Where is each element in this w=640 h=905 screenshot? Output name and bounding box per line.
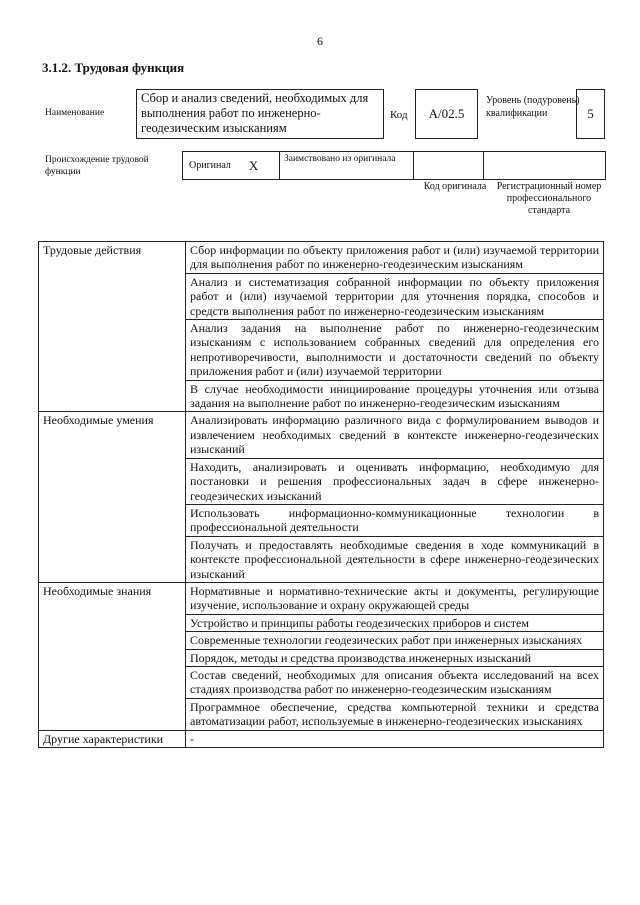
origin-mark: X [248,157,259,173]
level-box: 5 [576,89,605,139]
origin-code-cell [414,152,484,179]
table-row [39,412,604,458]
origin-label: Происхождение трудовой функции [45,155,149,177]
origin-row [182,151,606,180]
table-row [39,582,604,614]
description-cell: Состав сведений, необходимых для описания объекта исследований на всех стадиях производства работ по инженерно-геодезическим изысканиям [186,666,604,698]
description-cell: Анализ и систематизация собранной информации по объекту приложения работ и (или) изучаемой территории для уточнения порядка, способов и средств выполнения работ по инженерно-геодезическим изысканиям [186,273,604,319]
description-cell: Нормативные и нормативно-технические акты и документы, регулирующие изучение, использование и охрану окружающей среды [186,582,604,614]
description-cell: - [186,730,604,747]
function-table [38,241,604,748]
description-cell: Анализ задания на выполнение работ по инженерно-геодезическим изысканиям с использованием собранных сведений для определения его непротиворечивости, выполнимости и достаточности сведений по объекту приложения работ и (или) изучаемой территории [186,320,604,381]
orig-code-caption: Код оригинала [423,181,487,192]
description-cell: Находить, анализировать и оценивать информацию, необходимую для постановки и решения профессиональных задач в сфере инженерно-геодезических изысканий [186,458,604,504]
name-label: Наименование [45,108,105,118]
category-cell: Другие характеристики [39,730,186,747]
function-name-box: Сбор и анализ сведений, необходимых для выполнения работ по инженерно-геодезическим изысканиям [136,89,384,139]
page-number: 6 [317,34,323,48]
level-label: Уровень (подуровень) квалификации [486,95,580,119]
reg-number-caption: Регистрационный номер профессионального стандарта [496,181,602,216]
category-cell: Необходимые умения [39,412,186,582]
description-cell: В случае необходимости инициирование процедуры уточнения или отзыва задания на выполнение работ по инженерно-геодезическим изысканиям [186,380,604,412]
table-row [39,242,604,274]
description-cell: Программное обеспечение, средства компьютерной техники и средства автоматизации работ, используемые в инженерно-геодезических изысканиях [186,698,604,730]
description-cell: Использовать информационно-коммуникационные технологии в профессиональной деятельности [186,504,604,536]
origin-original-label: Оригинал [189,160,231,171]
code-label: Код [390,109,408,121]
description-cell: Получать и предоставлять необходимые сведения в ходе коммуникаций в контексте профессиональной деятельности в сфере инженерно-геодезических изысканий [186,536,604,582]
section-title: 3.1.2. Трудовая функция [42,60,185,75]
description-cell: Анализировать информацию различного вида с формулированием выводов и извлечением необходимых сведений в контексте инженерно-геодезических изысканий [186,412,604,458]
description-cell: Сбор информации по объекту приложения работ и (или) изучаемой территории для выполнения работ по инженерно-геодезическим изысканиям [186,242,604,274]
description-cell: Порядок, методы и средства производства инженерных изысканий [186,649,604,666]
origin-reg-cell [484,152,605,179]
origin-original-cell [183,152,280,179]
code-box: А/02.5 [415,89,478,139]
description-cell: Устройство и принципы работы геодезических приборов и систем [186,614,604,631]
category-cell: Трудовые действия [39,242,186,412]
origin-borrowed-cell: Заимствовано из оригинала [280,152,414,179]
table-row [39,730,604,747]
category-cell: Необходимые знания [39,582,186,730]
description-cell: Современные технологии геодезических работ при инженерных изысканиях [186,632,604,649]
